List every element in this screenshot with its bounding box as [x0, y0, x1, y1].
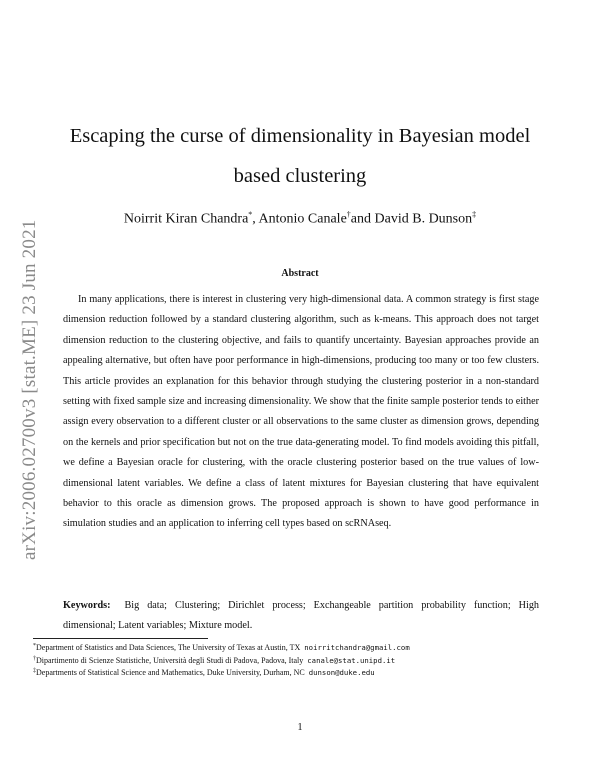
author-name-1: Noirrit Kiran Chandra — [123, 211, 249, 227]
footnote-affiliation: Department of Statistics and Data Sciences, The University of Texas at Austin, TX — [36, 643, 301, 652]
author-list — [60, 210, 540, 228]
footnote-mark: † — [33, 655, 36, 662]
footnotes — [33, 641, 563, 679]
abstract-heading: Abstract — [281, 268, 319, 279]
footnote-mark: ‡ — [33, 668, 36, 675]
author-name-3: and David B. Dunson — [350, 211, 473, 227]
author-mark-3: ‡ — [472, 210, 477, 219]
keywords-text: Big data; Clustering; Dirichlet process; Exchangeable partition probability function; High dimensional; Latent variables; Mixture model. — [63, 600, 540, 632]
title-line-1: Escaping the curse of dimensionality in Bayesian model — [69, 125, 531, 147]
footnote-email: noirritchandra@gmail.com — [304, 643, 410, 652]
arxiv-identifier-stamp: arXiv:2006.02700v3 [stat.ME] 23 Jun 2021 — [19, 219, 40, 560]
footnote-mark: * — [33, 643, 36, 649]
page-number: 1 — [297, 722, 303, 733]
footnote-2 — [33, 654, 563, 667]
keywords-label: Keywords: — [63, 600, 111, 611]
author-mark-1: * — [248, 210, 253, 219]
footnote-divider — [33, 638, 208, 639]
paper-title — [60, 116, 540, 196]
author-name-2: , Antonio Canale — [252, 211, 347, 227]
author-mark-2: † — [346, 210, 351, 219]
footnote-3 — [33, 666, 563, 679]
footnote-email: canale@stat.unipd.it — [307, 655, 396, 665]
footnote-email: dunson@duke.edu — [308, 668, 375, 678]
footnote-1 — [33, 641, 563, 654]
abstract-body: In many applications, there is interest in clustering very high-dimensional data. A common strategy is first stage dimension reduction followed by a standard clustering algorithm, such as k-means. This approach does not target dimension reduction to the clustering objective, and fails to quantify uncertainty. Bayesian approaches provide an appealing alternative, but often have poor performance in high-dimensions, producing too many or too few clusters. This article provides an explanation for this behavior through studying the clustering posterior in a non-standard setting with fixed sample size and increasing dimensionality. We show that the finite sample posterior tends to either assign every observation to a different cluster or all observations to the same cluster as dimension grows, depending on the kernels and prior specification but not on the true data-generating model. To find models avoiding this pitfall, we define a Bayesian oracle for clustering, with the oracle clustering posterior based on the true values of low-dimensional latent variables. We define a class of latent mixtures for Bayesian clustering that have equivalent behavior to this oracle as dimension grows. The proposed approach is shown to have good performance in simulation studies and an application to inferring cell types based on scRNAseq. — [63, 294, 539, 530]
footnote-affiliation: Dipartimento di Scienze Statistiche, Università degli Studi di Padova, Padova, Italy — [36, 655, 304, 665]
keywords-section — [63, 596, 539, 637]
title-line-2: based clustering — [233, 165, 367, 187]
footnote-affiliation: Departments of Statistical Science and Mathematics, Duke University, Durham, NC — [36, 668, 305, 678]
